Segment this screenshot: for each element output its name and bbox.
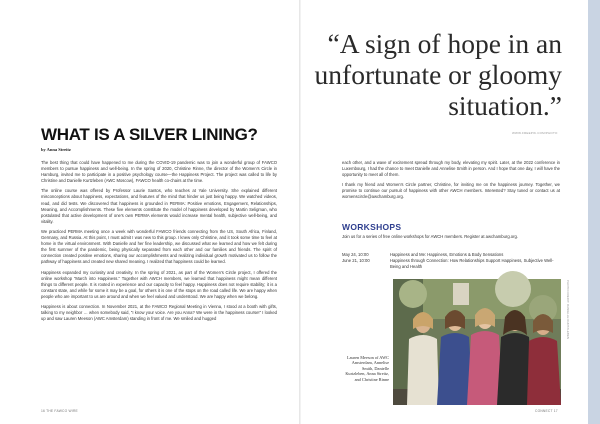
paragraph: We practiced PERMA meeting once a week with wonderful FAWCO friends connecting from the US, South Africa, Finland, Germany, and Russia. At this point, I must admit I was new to this group. I knew only Christine, and it took some time to feel at home in the virtual environment. With Danielle and her fine leadership, we discussed what we learned and how we felt during the first summer of the pandemic, being physically separated from each other and our families and friends. The spirit of connection created positive emotions, sharing our accomplishments and realizing individual growth motivated us to follow the pathway of happiness and created new shared meaning. I realized that happiness could be learned. <box>41 228 277 265</box>
paragraph: I thank my friend and Women's Circle partner, Christine, for inviting me on the happiness journey. Together, we promise to continue our pursuit of happiness with other AWCH members. Interested? Stay tuned or contact us at womenscircle@awchamburg.org. <box>342 182 560 200</box>
article-left-column <box>41 160 277 326</box>
article-byline: by Anna Streitz <box>41 147 71 152</box>
pull-quote: “A sign of hope in an unfortunate or gloomy situation.” <box>314 28 562 121</box>
workshop-date: June 21, 10:00 <box>342 258 370 263</box>
group-photo <box>393 279 561 405</box>
workshop-date: May 24, 10:00 <box>342 252 369 257</box>
group-photo-illustration <box>393 279 561 405</box>
workshop-item <box>342 258 560 270</box>
photo-credit <box>563 280 569 400</box>
page-edge <box>588 0 600 424</box>
folio-right: CONNECT 17 <box>535 409 558 413</box>
workshop-description: Happiness and Me: Happiness, Emotions & Body Sensations <box>390 252 504 257</box>
photo-caption: Lauren Meeson of AWC Amsterdam, Annelise Smith, Danielle Kurtzleben, Anna Streitz, and Christine Rinne <box>345 355 389 382</box>
paragraph: The best thing that could have happened to me during the COVID-19 pandemic was to join a wonderful group of FAWCO members to pursue happiness and well-being. In the spring of 2020, Christine Rinne, the director of the Women's Circle in Hamburg, invited me to participate in a positive psychology course—the Happiness Project. The project was called to life by Christine and Danielle Kurtzleben (AWC Moscow), FAWCO health co-chairs at the time. <box>41 160 277 184</box>
article-right-column <box>342 160 560 205</box>
workshops-heading: WORKSHOPS <box>342 222 402 232</box>
article-title: WHAT IS A SILVER LINING? <box>41 125 258 144</box>
paragraph: Happiness is about connection. In November 2021, at the FAWCO Regional Meeting in Vienna, I stood at a booth with gifts, talking to my neighbor … when somebody said, “I know your voice. Are you Anna? We were in the happiness course!” I looked up and saw Lauren Meeson (AWC Amsterdam) standing in front of me. We smiled and hugged <box>41 303 277 322</box>
photo-credit-text <box>563 280 569 400</box>
svg-text:PHOTO CREDIT: DANIELLE KURTZLE: PHOTO CREDIT: DANIELLE KURTZLEBEN <box>566 280 570 340</box>
workshop-description: Happiness through Connection: How Relationships Support Happiness, Subjective Well-Being and Health <box>390 258 554 269</box>
paragraph: Happiness expanded my curiosity and creativity. In the spring of 2021, as part of the Women's Circle project, I offered the online workshop “March into Happiness.” Together with AWCH members, we learned that happiness might mean different things to different people. It is rooted in experience and our capacity to feel happy. Happiness does not require stability; it is a constant state, and while for some it may be a goal, for others it is one of the stops on the road called life. We are happy when people who are important to us are around and when we feel valued and understood. We are happy when we belong. <box>41 269 277 299</box>
paragraph: each other, and a wave of excitement spread through my body, elevating my spirit. Later, at the 2022 conference in Luxembourg, I had the chance to meet Danielle and Annelise Smith in person. And I hope that one day, I will have the opportunity to meet all of them. <box>342 160 560 178</box>
paragraph: The online course was offered by Professor Laurie Santos, who teaches at Yale University. She explained different misconceptions about happiness, expectations, and features of the mind that hinder us just being happy. We watched videos, read, and did tests. We discovered that happiness is grounded in PERMA: Positive emotions, Engagement, Relationships, Meaning, and Accomplishments. These five elements constitute the model of happiness developed by Martin Seligman, who postulated that active development of one's own PERMA elements would increase mental health, subjective well-being, and vitality. <box>41 188 277 224</box>
quote-photo-credit: WWW.FREEPIK.COM/PHOTO <box>512 131 558 135</box>
folio-left: 16 THE FAWCO WIRE <box>41 409 78 413</box>
workshops-intro: Join us for a series of free online workshops for AWCH members. Register at awchamburg.org. <box>342 234 519 239</box>
